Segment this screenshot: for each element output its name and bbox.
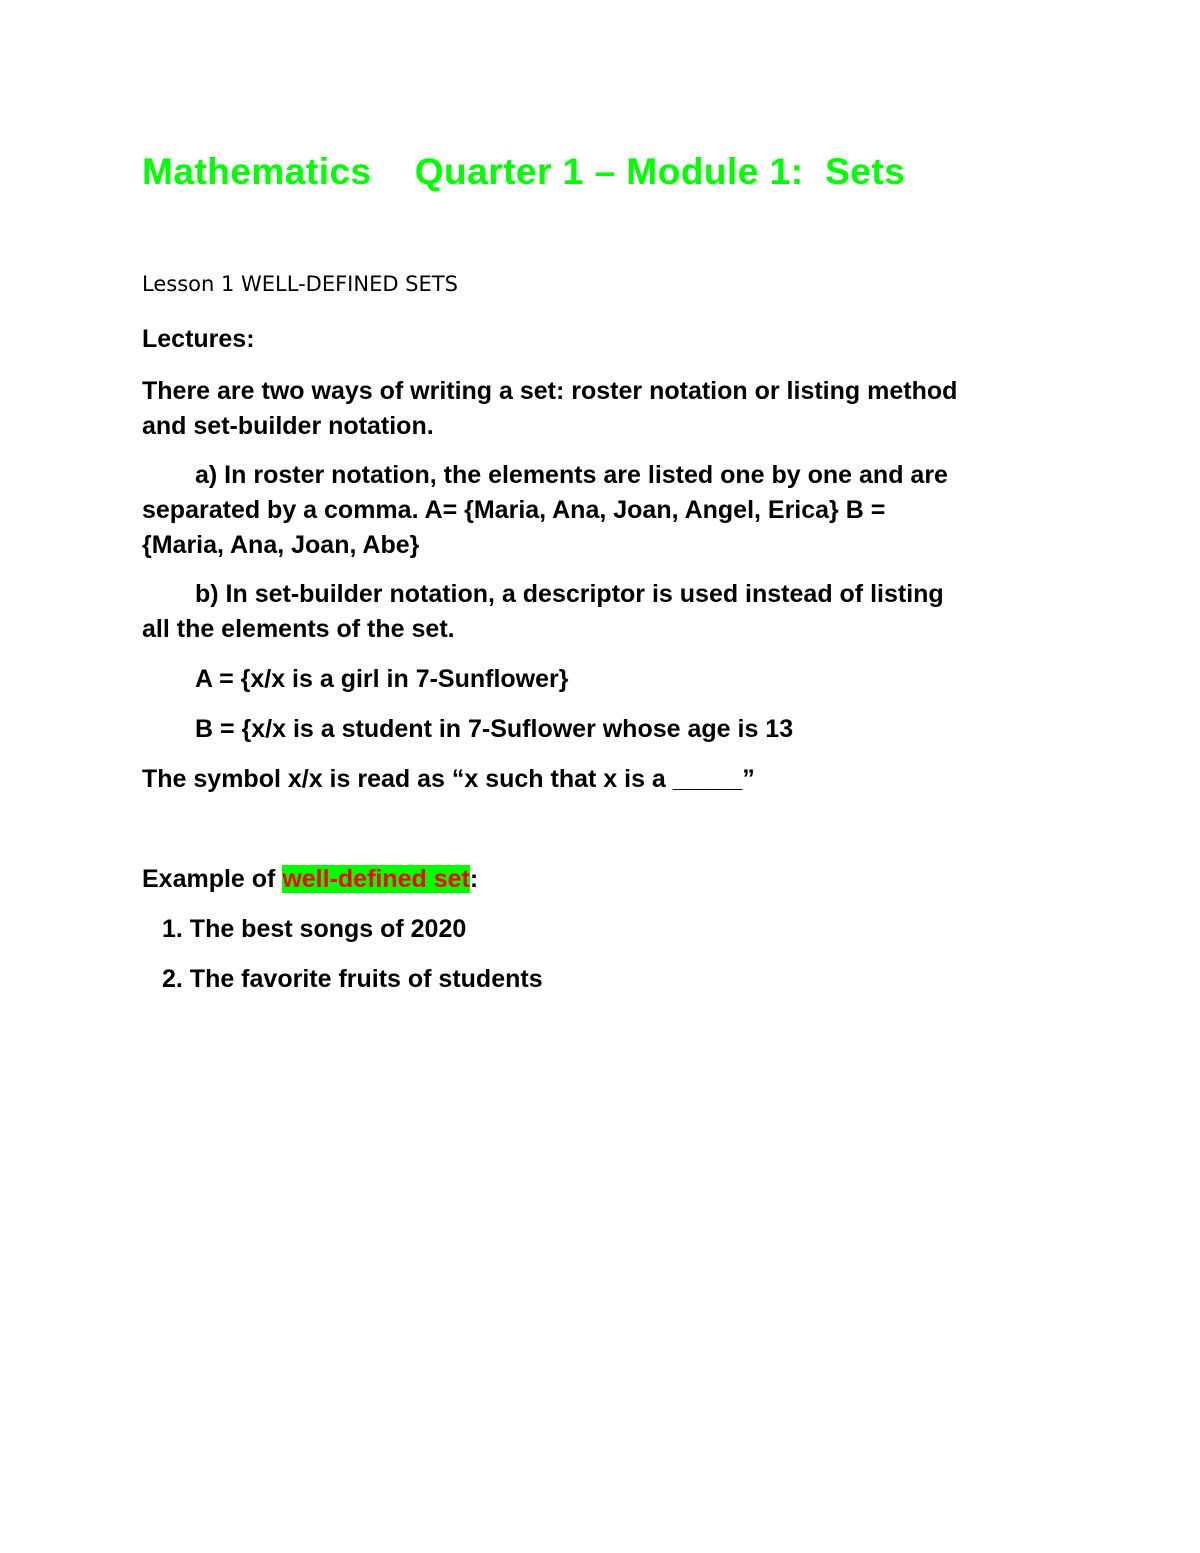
intro-paragraph: [142, 374, 1062, 444]
highlighted-term: well-defined set: [282, 865, 470, 893]
list-item: 1. The best songs of 2020: [162, 915, 467, 943]
intro-line-1: There are two ways of writing a set: roster notation or listing method: [142, 377, 958, 405]
symbol-note: The symbol x/x is read as “x such that x is a _____”: [142, 765, 755, 793]
lesson-heading: Lesson 1 WELL-DEFINED SETS: [142, 272, 458, 296]
set-builder-line-2: all the elements of the set.: [142, 615, 455, 643]
set-builder-line-1: b) In set-builder notation, a descriptor is used instead of listing: [195, 580, 944, 608]
example-heading-prefix: Example of: [142, 865, 283, 893]
set-builder-paragraph: [142, 577, 1062, 647]
intro-line-2: and set-builder notation.: [142, 412, 434, 440]
roster-paragraph: [142, 458, 1062, 563]
list-item: 2. The favorite fruits of students: [162, 965, 543, 993]
example-set-b: B = {x/x is a student in 7-Suflower whose age is 13: [195, 715, 794, 743]
roster-line-2: separated by a comma. A= {Maria, Ana, Joan, Angel, Erica} B =: [142, 496, 886, 524]
example-heading-suffix: :: [469, 865, 479, 893]
example-set-a: A = {x/x is a girl in 7-Sunflower}: [195, 665, 569, 693]
example-heading: [142, 862, 1062, 897]
roster-line-1: a) In roster notation, the elements are listed one by one and are: [195, 461, 948, 489]
page-title: Mathematics Quarter 1 – Module 1: Sets: [142, 151, 906, 192]
lectures-heading: Lectures:: [142, 325, 255, 353]
roster-line-3: {Maria, Ana, Joan, Abe}: [142, 531, 420, 559]
